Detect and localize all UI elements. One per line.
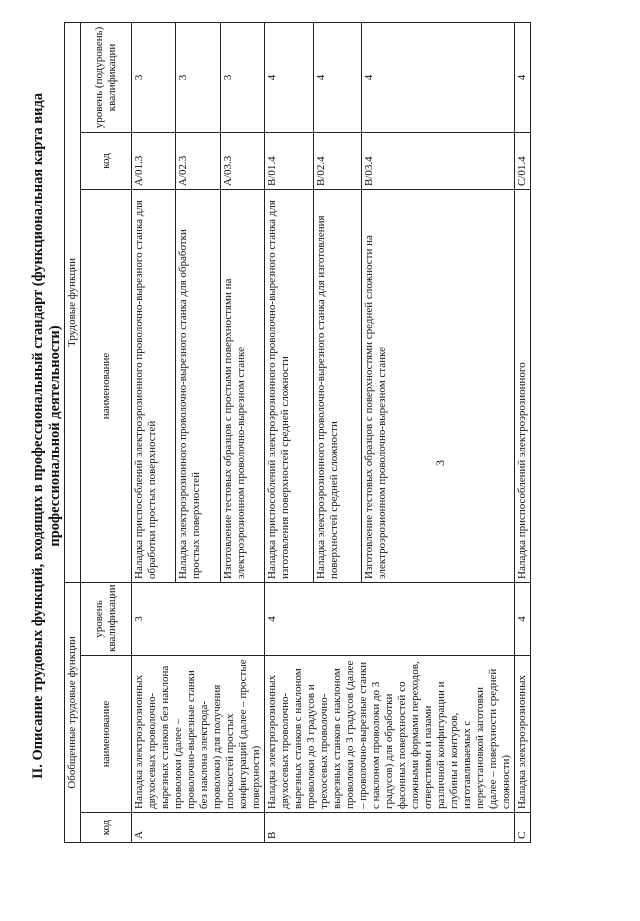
function-code: A/03.3 [220, 132, 264, 189]
group-code: B [265, 813, 515, 843]
functional-map-table [64, 22, 531, 843]
group-name: Наладка электроэрозионных [515, 656, 531, 813]
header-row-2 [81, 22, 132, 842]
function-code: C/01.4 [515, 132, 531, 189]
group-level: 4 [515, 582, 531, 655]
function-level: 4 [313, 22, 362, 132]
header-row-1 [65, 22, 81, 842]
function-name: Наладка приспособлений электроэрозионного [515, 189, 531, 582]
group-level: 4 [265, 582, 515, 655]
header-code: код [81, 813, 132, 843]
header-name-2: наименование [81, 189, 132, 582]
header-name: наименование [81, 656, 132, 813]
table-row [515, 22, 531, 842]
function-name: Наладка электроэрозионного проволочно-вырезного станка для изготовления поверхностей средней сложности [313, 189, 362, 582]
table-row [265, 22, 314, 842]
function-level: 4 [515, 22, 531, 132]
function-level: 3 [176, 22, 220, 132]
function-name: Наладка приспособлений электроэрозионного проволочно-вырезного станка для обработки простых поверхностей [132, 189, 176, 582]
function-level: 4 [265, 22, 314, 132]
header-code-2: код [81, 132, 132, 189]
function-code: B/02.4 [313, 132, 362, 189]
header-generalized: Обобщенные трудовые функции [65, 582, 81, 842]
group-code: A [132, 813, 265, 843]
function-code: A/02.3 [176, 132, 220, 189]
group-level: 3 [132, 582, 265, 655]
function-name: Изготовление тестовых образцов с поверхностями средней сложности на электроэрозионном проволочно-вырезном станке [362, 189, 515, 582]
table-row [132, 22, 176, 842]
header-sublevel: уровень (подуровень) квалификации [81, 22, 132, 132]
group-code: C [515, 813, 531, 843]
group-name: Наладка электроэрозионных двухосевых проволочно-вырезных станков с наклоном проволоки до 3 градусов и трехосевых проволочно-вырезных станков с наклоном проволоки до 3 градусов (далее – проволочно-вырезные станки с наклоном проволоки до 3 градусов) для обработки фасонных поверхностей со сложными формами переходов, отверстиями и пазами различной конфигурации и глубины и контуров, изготавливаемых с переустановкой заготовки (далее – поверхности средней сложности) [265, 656, 515, 813]
group-name: Наладка электроэрозионных двухосевых проволочно-вырезных станков без наклона проволоки (далее – проволочно-вырезные станки без наклона электрода-проволоки) для получения плоскостей простых конфигураций (далее – простые поверхности) [132, 656, 265, 813]
function-name: Наладка электроэрозионного проволочно-вырезного станка для обработки простых поверхностей [176, 189, 220, 582]
function-code: A/01.3 [132, 132, 176, 189]
function-code: B/01.4 [265, 132, 314, 189]
page-title: II. Описание трудовых функций, входящих в профессиональный стандарт (функциональная карта вида профессиональной деятельности) [30, 92, 63, 780]
function-level: 3 [220, 22, 264, 132]
function-level: 3 [132, 22, 176, 132]
function-code: B/03.4 [362, 132, 515, 189]
function-name: Наладка приспособлений электроэрозионного проволочно-вырезного станка для изготовления поверхностей средней сложности [265, 189, 314, 582]
function-name: Изготовление тестовых образцов с простыми поверхностями на электроэрозионном проволочно-вырезном станке [220, 189, 264, 582]
page-number: 3 [433, 460, 447, 466]
header-level: уровень квалификации [81, 582, 132, 655]
function-level: 4 [362, 22, 515, 132]
header-labor: Трудовые функции [65, 22, 81, 582]
